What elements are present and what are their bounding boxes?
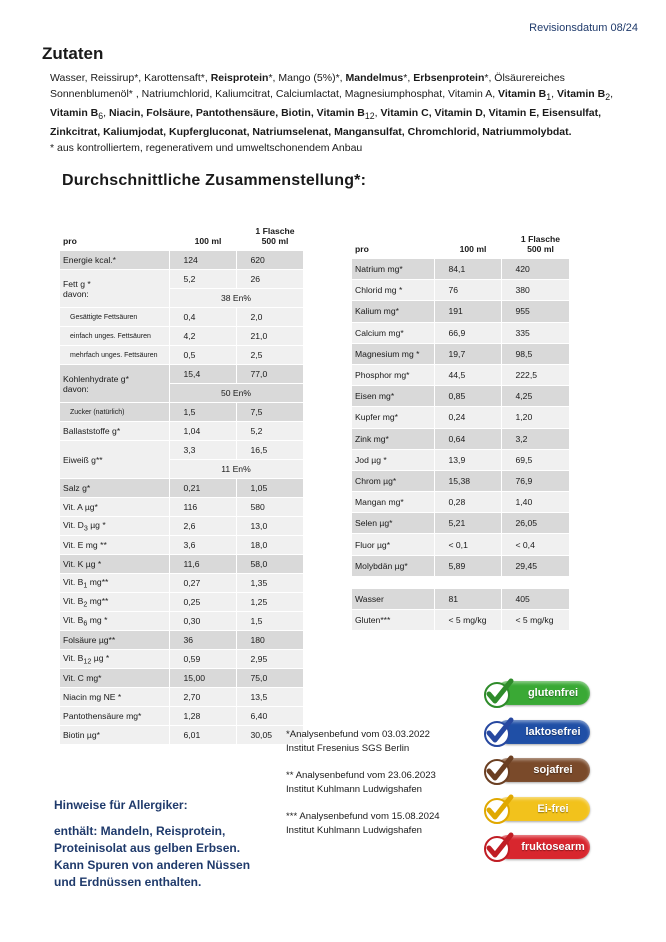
header-bottle-line2: 500 ml bbox=[527, 244, 554, 254]
analysis-note: *** Analysenbefund vom 15.08.2024 Institut Kuhlmann Ludwigshafen bbox=[286, 811, 440, 836]
table-row bbox=[352, 280, 569, 301]
value-100ml: 11,6 bbox=[169, 555, 236, 574]
nutrient-label: Selen µg* bbox=[352, 513, 434, 534]
analysis-notes bbox=[286, 728, 440, 851]
header-100ml: 100 ml bbox=[434, 212, 501, 259]
value-bottle: 1,40 bbox=[501, 492, 569, 513]
ingredient-segment: *, Mango (5%)*, bbox=[268, 72, 346, 84]
badge-fruktosearm bbox=[482, 832, 590, 862]
nutrient-label: einfach unges. Fettsäuren bbox=[60, 327, 169, 346]
nutrient-label: mehrfach unges. Fettsäuren bbox=[60, 346, 169, 365]
table-row bbox=[60, 669, 303, 688]
value-bottle: 75,0 bbox=[236, 669, 303, 688]
header-bottle bbox=[236, 206, 303, 251]
ingredient-segment: Mandelmus bbox=[345, 72, 404, 84]
value-100ml: 0,4 bbox=[169, 308, 236, 327]
value-100ml: 124 bbox=[169, 251, 236, 270]
table-row bbox=[60, 327, 303, 346]
table-row bbox=[352, 407, 569, 428]
table-row bbox=[60, 308, 303, 327]
value-bottle: 77,0 bbox=[236, 365, 303, 384]
value-bottle: 16,5 bbox=[236, 441, 303, 460]
value-bottle: 580 bbox=[236, 498, 303, 517]
ingredient-segment: Vitamin B bbox=[556, 88, 606, 100]
revision-date: Revisionsdatum 08/24 bbox=[529, 22, 638, 34]
nutrient-label: Calcium mg* bbox=[352, 322, 434, 343]
ingredient-segment: *, bbox=[403, 72, 414, 84]
value-100ml: 5,2 bbox=[169, 270, 236, 289]
value-bottle: 2,95 bbox=[236, 650, 303, 669]
table-row bbox=[352, 364, 569, 385]
nutrient-label: Eiweiß g** bbox=[60, 441, 169, 479]
value-bottle: 58,0 bbox=[236, 555, 303, 574]
nutrient-label: Chlorid mg * bbox=[352, 280, 434, 301]
table-row bbox=[60, 650, 303, 669]
nutrient-label: Kohlenhydrate g* davon: bbox=[60, 365, 169, 403]
value-100ml: 0,85 bbox=[434, 386, 501, 407]
nutrient-label: Vit. $B_2$ mg** bbox=[60, 593, 169, 612]
checkmark-icon bbox=[482, 678, 514, 708]
nutrient-label: Ballaststoffe g* bbox=[60, 422, 169, 441]
value-100ml: 191 bbox=[434, 301, 501, 322]
ingredient-subscript: 1 bbox=[546, 92, 552, 103]
badge-list bbox=[482, 678, 590, 871]
header-bottle-line1: 1 Flasche bbox=[255, 226, 295, 236]
value-100ml: 2,70 bbox=[169, 688, 236, 707]
table-row bbox=[352, 555, 569, 576]
value-100ml: 13,9 bbox=[434, 449, 501, 470]
nutrient-label: Biotin µg* bbox=[60, 726, 169, 745]
value-100ml: 6,01 bbox=[169, 726, 236, 745]
value-100ml: < 0,1 bbox=[434, 534, 501, 555]
value-100ml: < 5 mg/kg bbox=[434, 610, 501, 631]
table-row bbox=[60, 726, 303, 745]
table-row bbox=[60, 555, 303, 574]
checkmark-icon bbox=[482, 794, 514, 824]
table-row bbox=[352, 588, 569, 609]
table-row bbox=[60, 479, 303, 498]
badge-label: Ei-frei bbox=[537, 802, 569, 815]
nutrient-label: Fett g * davon: bbox=[60, 270, 169, 308]
value-100ml: 76 bbox=[434, 280, 501, 301]
value-bottle: 1,20 bbox=[501, 407, 569, 428]
badge-label: glutenfrei bbox=[527, 687, 579, 699]
value-bottle: 6,40 bbox=[236, 707, 303, 726]
value-100ml: 0,59 bbox=[169, 650, 236, 669]
nutrient-label: Kupfer mg* bbox=[352, 407, 434, 428]
nutrient-label: Vit. $D_3$ µg * bbox=[60, 517, 169, 536]
nutrient-label: Magnesium mg * bbox=[352, 343, 434, 364]
energy-percent: 11 En% bbox=[169, 460, 303, 479]
value-bottle: 1,5 bbox=[236, 612, 303, 631]
value-100ml: 84,1 bbox=[434, 259, 501, 280]
value-100ml: 15,00 bbox=[169, 669, 236, 688]
value-100ml: 15,38 bbox=[434, 470, 501, 491]
value-100ml: 0,25 bbox=[169, 593, 236, 612]
value-bottle: < 0,4 bbox=[501, 534, 569, 555]
value-100ml: 81 bbox=[434, 588, 501, 609]
header-bottle-line1: 1 Flasche bbox=[520, 234, 561, 244]
value-bottle: 2,0 bbox=[236, 308, 303, 327]
checkmark-icon bbox=[482, 832, 514, 862]
value-bottle: 180 bbox=[236, 631, 303, 650]
value-100ml: 15,4 bbox=[169, 365, 236, 384]
table-row bbox=[60, 688, 303, 707]
composition-title: Durchschnittliche Zusammenstellung*: bbox=[62, 172, 367, 189]
table-row bbox=[60, 517, 303, 536]
table-row bbox=[352, 386, 569, 407]
nutrient-label: Vit. E mg ** bbox=[60, 536, 169, 555]
value-bottle: 955 bbox=[501, 301, 569, 322]
value-100ml: 4,2 bbox=[169, 327, 236, 346]
value-bottle: 76,9 bbox=[501, 470, 569, 491]
nutrient-label: Vit. $B_1$ mg** bbox=[60, 574, 169, 593]
value-bottle: 380 bbox=[501, 280, 569, 301]
ingredient-segment: Natriumchlorid, Kaliumcitrat, Calciumlactat, Magnesiumphosphat, Vitamin A, bbox=[141, 88, 499, 100]
header-bottle-line2: 500 ml bbox=[261, 236, 289, 246]
value-100ml: 3,3 bbox=[169, 441, 236, 460]
ingredients-text bbox=[50, 70, 625, 156]
allergy-heading: Hinweise für Allergiker: bbox=[54, 798, 188, 812]
badge-label: sojafrei bbox=[533, 764, 573, 776]
value-bottle: 222,5 bbox=[501, 364, 569, 385]
ingredient-subscript: 2 bbox=[605, 92, 611, 103]
value-bottle: 29,45 bbox=[501, 555, 569, 576]
ingredient-segment: Erbsenprotein bbox=[413, 72, 485, 84]
value-100ml: 66,9 bbox=[434, 322, 501, 343]
nutrient-label: Vit. C mg* bbox=[60, 669, 169, 688]
value-bottle: 26,05 bbox=[501, 513, 569, 534]
energy-percent: 38 En% bbox=[169, 289, 303, 308]
nutrient-label: Molybdän µg* bbox=[352, 555, 434, 576]
badge-ei-frei bbox=[482, 794, 590, 824]
value-100ml: 3,6 bbox=[169, 536, 236, 555]
badge-label: fruktosearm bbox=[521, 841, 585, 853]
nutrient-label: Energie kcal.* bbox=[60, 251, 169, 270]
ingredient-segment: Vitamin C, Vitamin D, Vitamin E, Eisensulfat, Zinkcitrat, Kaliumjodat, Kupfergluconat, Natriumselenat, Mangansulfat, Chromchlorid, Natriummolybdat. bbox=[50, 107, 602, 139]
value-bottle: 4,25 bbox=[501, 386, 569, 407]
nutrient-label: Gluten*** bbox=[352, 610, 434, 631]
nutrient-label: Fluor µg* bbox=[352, 534, 434, 555]
value-100ml: 5,89 bbox=[434, 555, 501, 576]
nutrient-label: Folsäure µg** bbox=[60, 631, 169, 650]
nutrition-table-left bbox=[60, 206, 304, 745]
table-row bbox=[60, 365, 303, 384]
ingredient-segment: Wasser, Reissirup*, Karottensaft*, bbox=[50, 72, 211, 84]
table-row bbox=[60, 251, 303, 270]
value-bottle: 18,0 bbox=[236, 536, 303, 555]
nutrient-label: Pantothensäure mg* bbox=[60, 707, 169, 726]
value-bottle: 21,0 bbox=[236, 327, 303, 346]
table-row bbox=[60, 574, 303, 593]
value-bottle: 13,0 bbox=[236, 517, 303, 536]
ingredient-subscript: 6 bbox=[98, 111, 104, 122]
header-pro: pro bbox=[352, 212, 434, 259]
nutrient-label: Vit. A µg* bbox=[60, 498, 169, 517]
nutrient-label: Wasser bbox=[352, 588, 434, 609]
table-row bbox=[352, 343, 569, 364]
table-header-row bbox=[352, 212, 569, 259]
badge-sojafrei bbox=[482, 755, 590, 785]
nutrient-label: Eisen mg* bbox=[352, 386, 434, 407]
checkmark-icon bbox=[482, 755, 514, 785]
analysis-note: ** Analysenbefund vom 23.06.2023 Institut Kuhlmann Ludwigshafen bbox=[286, 770, 436, 795]
analysis-note: *Analysenbefund vom 03.03.2022 Institut Fresenius SGS Berlin bbox=[286, 729, 431, 754]
badge-label: laktosefrei bbox=[525, 725, 581, 738]
value-100ml: 36 bbox=[169, 631, 236, 650]
ingredients-list bbox=[50, 70, 625, 140]
ingredient-separator: , bbox=[610, 88, 614, 100]
ingredients-footnote: * aus kontrolliertem, regenerativem und umweltschonendem Anbau bbox=[50, 142, 363, 155]
nutrient-label: Salz g* bbox=[60, 479, 169, 498]
value-bottle: 620 bbox=[236, 251, 303, 270]
value-100ml: 0,24 bbox=[434, 407, 501, 428]
value-bottle: 1,35 bbox=[236, 574, 303, 593]
nutrition-table-right bbox=[352, 212, 570, 631]
value-100ml: 0,30 bbox=[169, 612, 236, 631]
table-row bbox=[60, 631, 303, 650]
value-100ml: 0,5 bbox=[169, 346, 236, 365]
ingredient-segment: Vitamin B bbox=[50, 107, 99, 120]
value-100ml: 5,21 bbox=[434, 513, 501, 534]
nutrient-label: Niacin mg NE * bbox=[60, 688, 169, 707]
table-row bbox=[60, 422, 303, 441]
ingredient-segment: Reisprotein bbox=[210, 72, 269, 84]
value-bottle: 405 bbox=[501, 588, 569, 609]
value-100ml: 0,21 bbox=[169, 479, 236, 498]
value-bottle: 30,05 bbox=[236, 726, 303, 745]
table-row bbox=[352, 322, 569, 343]
value-bottle: 2,5 bbox=[236, 346, 303, 365]
table-row bbox=[60, 593, 303, 612]
ingredient-separator: , bbox=[103, 107, 109, 120]
ingredient-subscript: 12 bbox=[364, 111, 375, 122]
table-row bbox=[60, 270, 303, 289]
table-spacer bbox=[352, 576, 569, 588]
value-100ml: 116 bbox=[169, 498, 236, 517]
value-100ml: 19,7 bbox=[434, 343, 501, 364]
table-row bbox=[60, 498, 303, 517]
table-row bbox=[60, 707, 303, 726]
table-row bbox=[352, 301, 569, 322]
value-bottle: 7,5 bbox=[236, 403, 303, 422]
value-100ml: 0,28 bbox=[434, 492, 501, 513]
table-row bbox=[60, 346, 303, 365]
table-row bbox=[60, 612, 303, 631]
table-row bbox=[352, 470, 569, 491]
checkmark-icon bbox=[482, 717, 514, 747]
value-bottle: 1,05 bbox=[236, 479, 303, 498]
nutrient-label: Zucker (natürlich) bbox=[60, 403, 169, 422]
value-100ml: 0,64 bbox=[434, 428, 501, 449]
table-row bbox=[352, 428, 569, 449]
allergy-info bbox=[54, 797, 264, 891]
ingredient-separator: , bbox=[551, 88, 557, 100]
nutrient-label: Phosphor mg* bbox=[352, 364, 434, 385]
value-100ml: 1,28 bbox=[169, 707, 236, 726]
value-bottle: 69,5 bbox=[501, 449, 569, 470]
nutrient-label: Mangan mg* bbox=[352, 492, 434, 513]
table-row bbox=[60, 403, 303, 422]
nutrient-label: Vit. $B_6$ mg * bbox=[60, 612, 169, 631]
ingredient-segment: Vitamin B bbox=[498, 88, 547, 100]
value-bottle: 1,25 bbox=[236, 593, 303, 612]
ingredient-segment: *, Ölsäurereiches Sonnenblumenöl* , bbox=[50, 72, 565, 100]
nutrient-label: Chrom µg* bbox=[352, 470, 434, 491]
table-row bbox=[352, 259, 569, 280]
value-bottle: 420 bbox=[501, 259, 569, 280]
nutrient-label: Vit. K µg * bbox=[60, 555, 169, 574]
value-bottle: 98,5 bbox=[501, 343, 569, 364]
nutrient-label: Zink mg* bbox=[352, 428, 434, 449]
header-bottle bbox=[501, 212, 569, 259]
table-row bbox=[352, 610, 569, 631]
nutrient-label: Jod µg * bbox=[352, 449, 434, 470]
ingredient-separator: , bbox=[374, 107, 381, 120]
value-bottle: 26 bbox=[236, 270, 303, 289]
value-bottle: 3,2 bbox=[501, 428, 569, 449]
ingredient-segment: Niacin, Folsäure, Pantothensäure, Biotin, Vitamin B bbox=[108, 107, 365, 120]
table-row bbox=[352, 513, 569, 534]
value-100ml: 2,6 bbox=[169, 517, 236, 536]
table-row bbox=[60, 441, 303, 460]
table-row bbox=[352, 492, 569, 513]
nutrient-label: Natrium mg* bbox=[352, 259, 434, 280]
table-row bbox=[60, 536, 303, 555]
badge-glutenfrei bbox=[482, 678, 590, 708]
ingredients-title: Zutaten bbox=[42, 44, 104, 63]
table-row bbox=[352, 534, 569, 555]
table-row bbox=[352, 449, 569, 470]
allergy-body: enthält: Mandeln, Reisprotein, Proteinisolat aus gelben Erbsen. Kann Spuren von anderen Nüssen und Erdnüssen enthalten. bbox=[54, 824, 251, 889]
value-bottle: 5,2 bbox=[236, 422, 303, 441]
badge-laktosefrei bbox=[482, 717, 590, 747]
value-100ml: 1,5 bbox=[169, 403, 236, 422]
table-header-row bbox=[60, 206, 303, 251]
value-bottle: < 5 mg/kg bbox=[501, 610, 569, 631]
nutrient-label: Kalium mg* bbox=[352, 301, 434, 322]
nutrient-label: Vit. $B_{12}$ µg * bbox=[60, 650, 169, 669]
header-100ml: 100 ml bbox=[169, 206, 236, 251]
energy-percent: 50 En% bbox=[169, 384, 303, 403]
value-bottle: 335 bbox=[501, 322, 569, 343]
value-100ml: 0,27 bbox=[169, 574, 236, 593]
value-100ml: 1,04 bbox=[169, 422, 236, 441]
value-bottle: 13,5 bbox=[236, 688, 303, 707]
header-pro: pro bbox=[60, 206, 169, 251]
value-100ml: 44,5 bbox=[434, 364, 501, 385]
nutrient-label: Gesättigte Fettsäuren bbox=[60, 308, 169, 327]
